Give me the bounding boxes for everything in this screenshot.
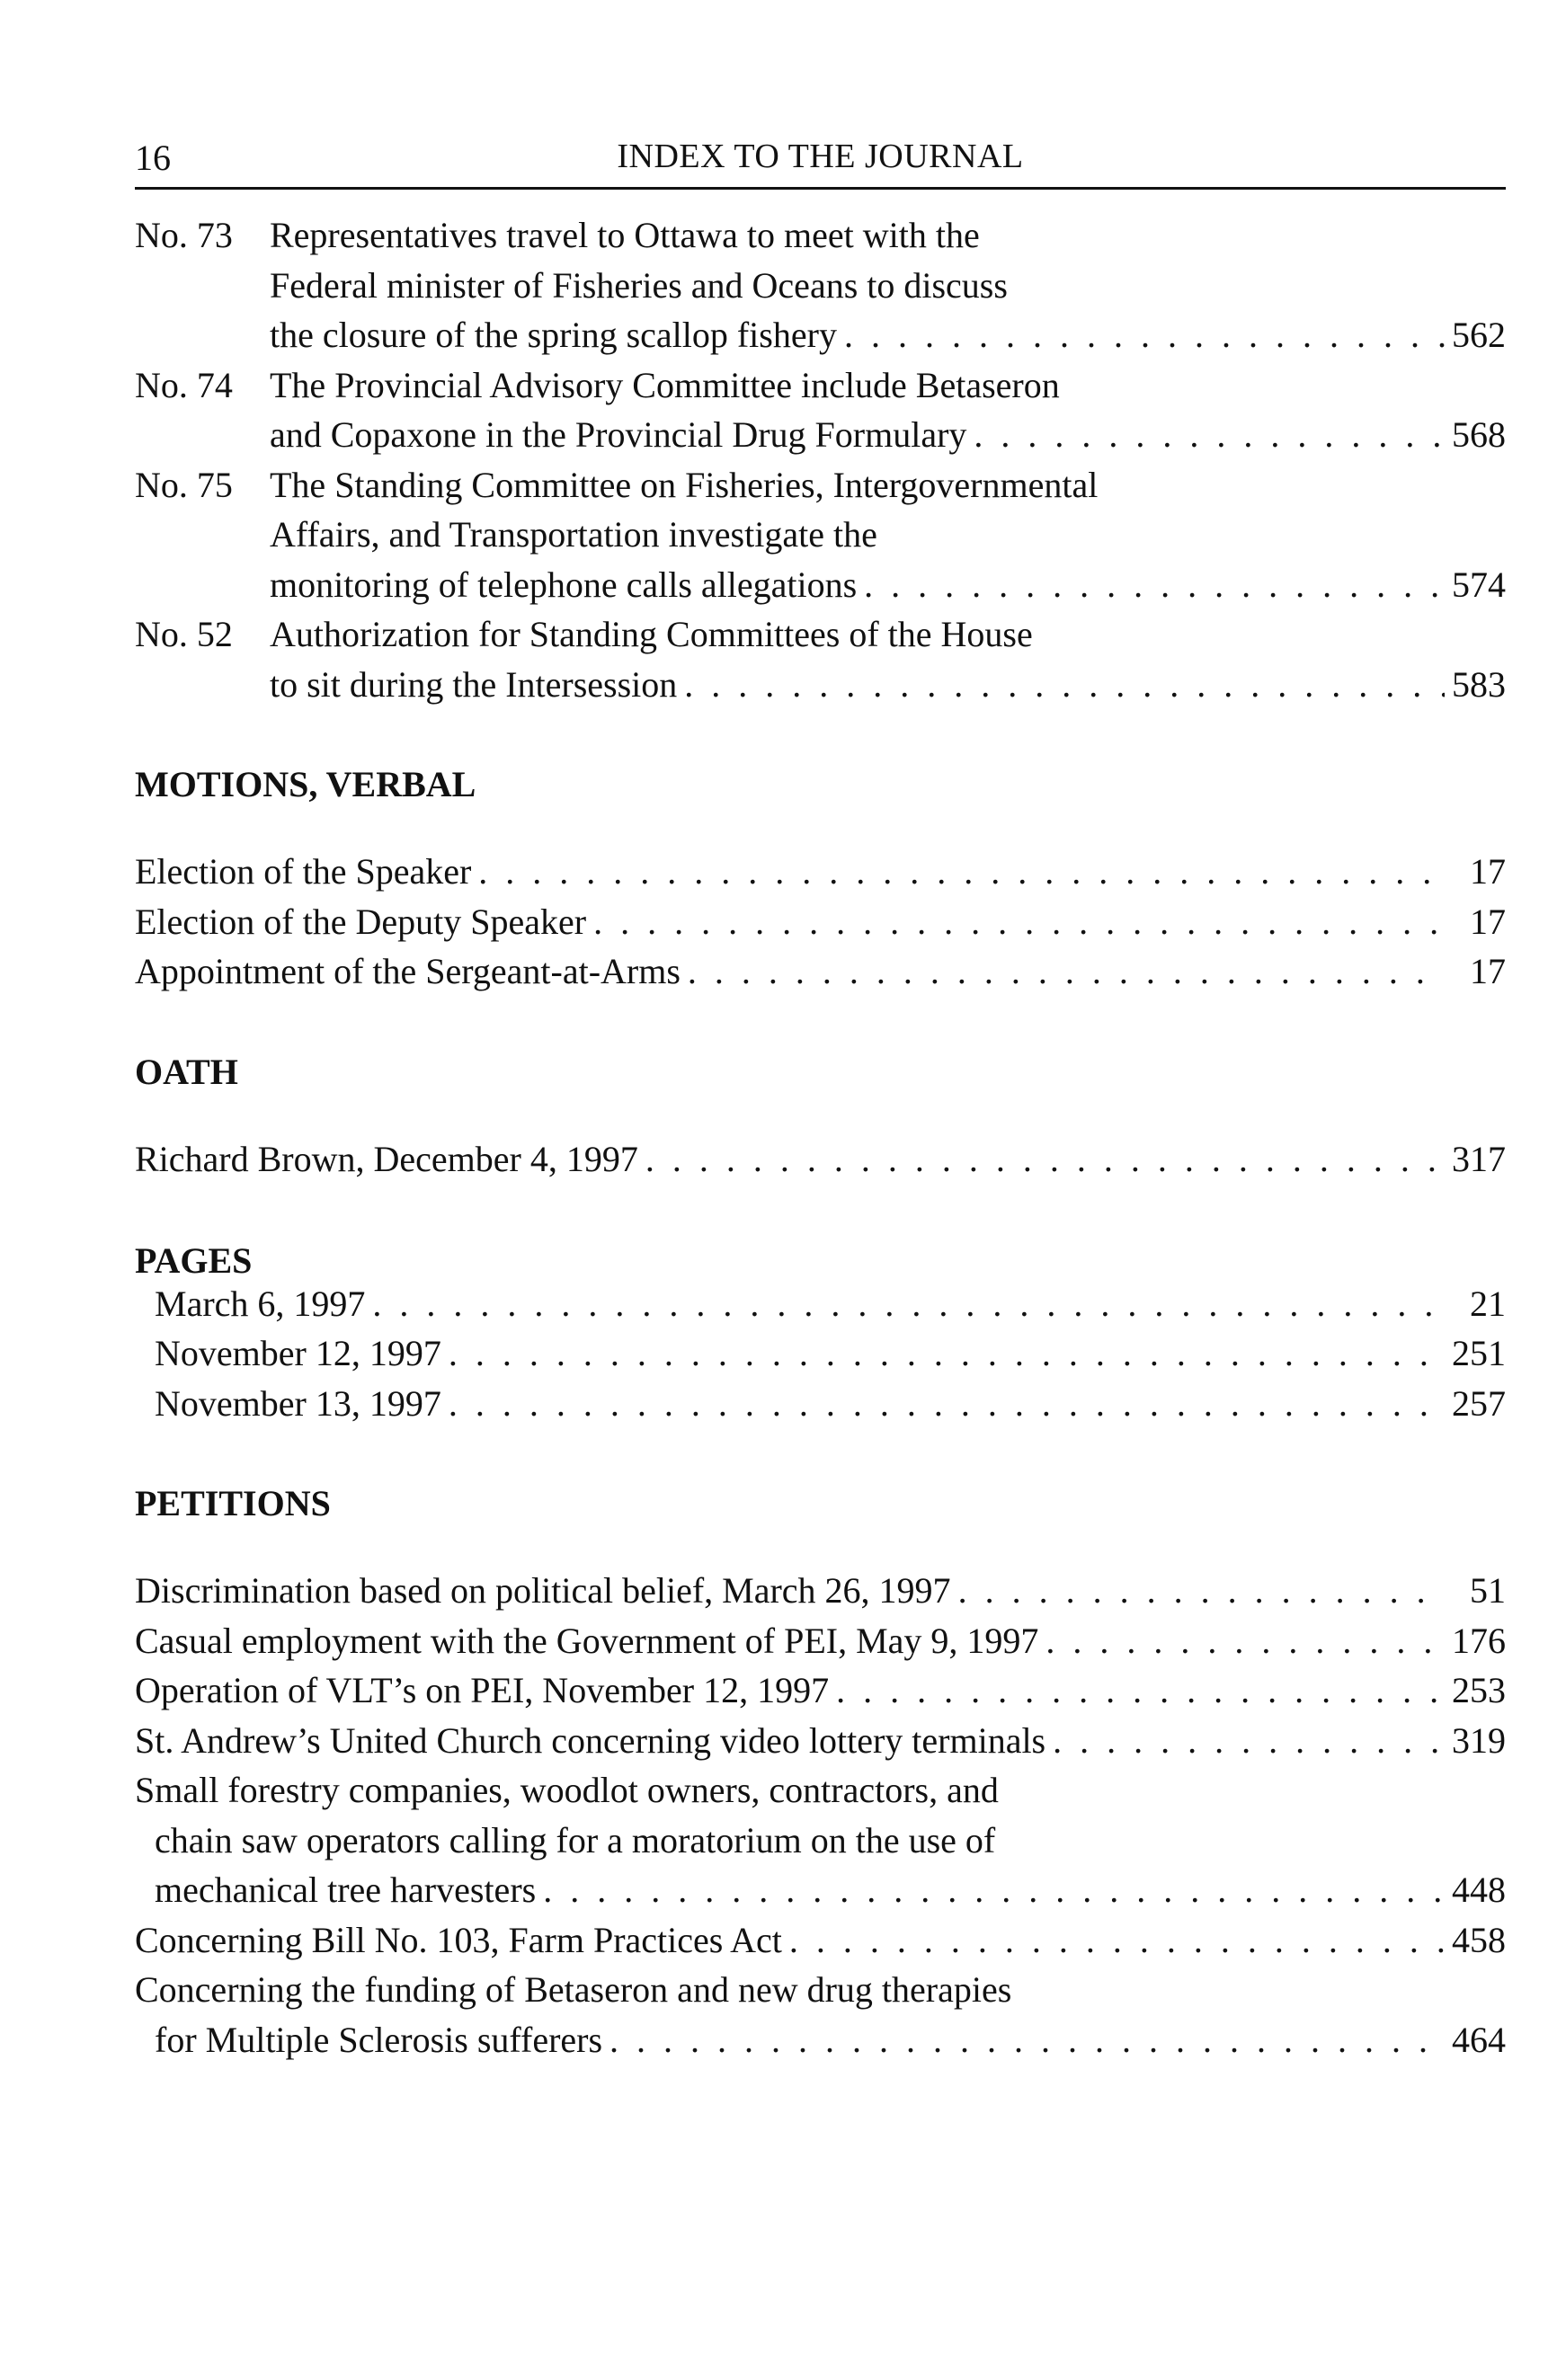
page-ref: 458 bbox=[1452, 1919, 1506, 1960]
entry-line: The Standing Committee on Fisheries, Intergovernmental bbox=[270, 464, 1099, 505]
dot-leader bbox=[609, 2019, 1445, 2061]
index-entry: Concerning Bill No. 103, Farm Practices Act . . . 458 bbox=[135, 1919, 1506, 1969]
motion-number: No. 75 bbox=[135, 464, 233, 505]
page-ref: 176 bbox=[1452, 1620, 1506, 1661]
motion-entry bbox=[135, 214, 1506, 364]
dot-leader bbox=[1053, 1719, 1445, 1762]
page-ref: 448 bbox=[1452, 1869, 1506, 1911]
section-petitions bbox=[135, 1482, 1506, 2068]
motions-list bbox=[135, 214, 1506, 713]
page-ref: 51 bbox=[1470, 1570, 1506, 1612]
dot-leader bbox=[974, 413, 1445, 456]
index-entry: Appointment of the Sergeant-at-Arms . . . 17 bbox=[135, 950, 1506, 1000]
running-title: INDEX TO THE JOURNAL bbox=[617, 138, 1024, 175]
entry-line: to sit during the Intersession . . . 583 bbox=[270, 663, 1506, 714]
page-ref: 574 bbox=[1452, 564, 1506, 605]
page-ref: 21 bbox=[1470, 1283, 1506, 1324]
entry-line: Federal minister of Fisheries and Oceans to discuss bbox=[270, 264, 1008, 306]
index-entry: Operation of VLT’s on PEI, November 12, 1997 . . . 253 bbox=[135, 1669, 1506, 1719]
dot-leader bbox=[688, 950, 1445, 992]
section-heading: PAGES bbox=[135, 1240, 253, 1282]
index-entry: St. Andrew’s United Church concerning video lottery terminals . . . 319 bbox=[135, 1719, 1506, 1770]
section-heading: OATH bbox=[135, 1051, 238, 1092]
dot-leader bbox=[449, 1382, 1445, 1425]
motion-number: No. 52 bbox=[135, 614, 233, 654]
dot-leader bbox=[844, 314, 1445, 356]
index-entry: November 12, 1997 . . . 251 bbox=[155, 1332, 1506, 1382]
page-ref: 464 bbox=[1452, 2019, 1506, 2060]
motion-number: No. 73 bbox=[135, 215, 233, 255]
dot-leader bbox=[1045, 1620, 1445, 1662]
page-ref: 17 bbox=[1470, 951, 1506, 992]
motion-number: No. 74 bbox=[135, 364, 233, 405]
entry-line: Affairs, and Transportation investigate the bbox=[270, 514, 877, 555]
section-oath bbox=[135, 1051, 1506, 1188]
page-ref: 257 bbox=[1452, 1382, 1506, 1424]
dot-leader bbox=[864, 564, 1445, 606]
dot-leader bbox=[645, 1138, 1445, 1180]
index-entry: Small forestry companies, woodlot owners, contractors, and chain saw operators calling for a moratorium on the use of mechanical tree harvesters . . . 448 bbox=[135, 1769, 1506, 1919]
dot-leader bbox=[684, 663, 1445, 706]
entry-line: and Copaxone in the Provincial Drug Formulary . . . 568 bbox=[270, 413, 1506, 464]
page-ref: 17 bbox=[1470, 901, 1506, 942]
motion-entry bbox=[135, 464, 1506, 614]
header-rule bbox=[135, 187, 1506, 190]
page-ref: 17 bbox=[1470, 851, 1506, 892]
index-entry: Casual employment with the Government of PEI, May 9, 1997 . . . 176 bbox=[135, 1620, 1506, 1670]
dot-leader bbox=[543, 1869, 1445, 1911]
index-entry: Concerning the funding of Betaseron and new drug therapies for Multiple Sclerosis sufferers . . . 464 bbox=[135, 1968, 1506, 2068]
dot-leader bbox=[593, 901, 1445, 943]
dot-leader bbox=[789, 1919, 1445, 1961]
index-entry: Election of the Deputy Speaker . . . 17 bbox=[135, 901, 1506, 951]
page-number: 16 bbox=[135, 138, 171, 178]
entry-line: Authorization for Standing Committees of the House bbox=[270, 614, 1033, 654]
page-ref: 319 bbox=[1452, 1719, 1506, 1761]
section-pages bbox=[135, 1239, 1506, 1432]
dot-leader bbox=[958, 1569, 1445, 1612]
entry-line: The Provincial Advisory Committee include Betaseron bbox=[270, 364, 1060, 405]
dot-leader bbox=[449, 1332, 1445, 1374]
motion-entry bbox=[135, 364, 1506, 464]
section-heading: MOTIONS, VERBAL bbox=[135, 764, 476, 804]
section-motions-verbal bbox=[135, 763, 1506, 1000]
dot-leader bbox=[478, 850, 1445, 892]
dot-leader bbox=[836, 1669, 1445, 1711]
index-entry: Election of the Speaker . . . 17 bbox=[135, 850, 1506, 901]
entry-line: the closure of the spring scallop fishery . . . 562 bbox=[270, 314, 1506, 364]
section-heading: PETITIONS bbox=[135, 1483, 331, 1524]
page-ref: 251 bbox=[1452, 1333, 1506, 1374]
index-page bbox=[135, 126, 1506, 2068]
entry-line: monitoring of telephone calls allegations . . . 574 bbox=[270, 564, 1506, 614]
page-ref: 317 bbox=[1452, 1138, 1506, 1179]
index-entry: Discrimination based on political belief, March 26, 1997 . . . 51 bbox=[135, 1569, 1506, 1620]
page-ref: 583 bbox=[1452, 663, 1506, 705]
dot-leader bbox=[372, 1283, 1445, 1325]
motion-entry bbox=[135, 613, 1506, 713]
index-entry: Richard Brown, December 4, 1997 . . . 317 bbox=[135, 1138, 1506, 1188]
page-ref: 562 bbox=[1452, 315, 1506, 355]
index-entry: November 13, 1997 . . . 257 bbox=[155, 1382, 1506, 1433]
entry-line: Representatives travel to Ottawa to meet with the bbox=[270, 215, 980, 255]
page-ref: 253 bbox=[1452, 1670, 1506, 1711]
running-head bbox=[135, 126, 1506, 176]
page-ref: 568 bbox=[1452, 414, 1506, 455]
index-entry: March 6, 1997 . . . 21 bbox=[155, 1283, 1506, 1333]
